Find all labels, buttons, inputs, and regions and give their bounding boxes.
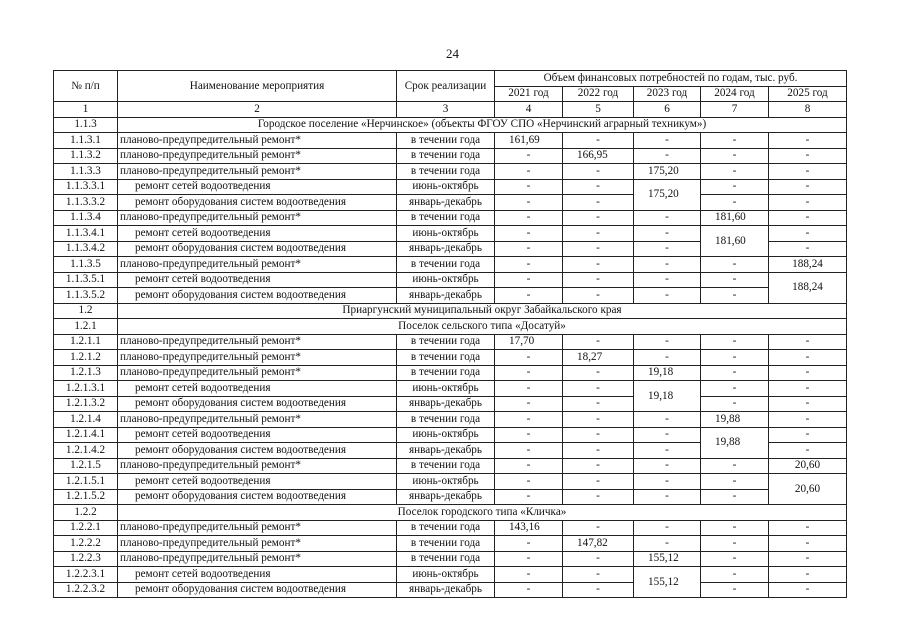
row-term: в течении года bbox=[397, 458, 495, 474]
row-name: ремонт сетей водоотведения bbox=[118, 474, 397, 490]
value-2021: - bbox=[495, 226, 563, 242]
value-2021: - bbox=[495, 148, 563, 164]
value-2021: - bbox=[495, 396, 563, 412]
financing-table bbox=[53, 70, 847, 598]
value-2021: - bbox=[495, 489, 563, 505]
row-num: 1.2.2.2 bbox=[54, 536, 118, 552]
value-2022: - bbox=[563, 272, 634, 288]
value-2025: - bbox=[769, 365, 847, 381]
table-row bbox=[54, 427, 847, 443]
row-num: 1.2.1.1 bbox=[54, 334, 118, 350]
row-name: планово-предупредительный ремонт* bbox=[118, 458, 397, 474]
row-term: январь-декабрь bbox=[397, 241, 495, 257]
section-title: Поселок городского типа «Кличка» bbox=[118, 505, 847, 521]
value-2021: 17,70 bbox=[495, 334, 563, 350]
row-term: январь-декабрь bbox=[397, 288, 495, 304]
section-row bbox=[54, 117, 847, 133]
value-2022: - bbox=[563, 396, 634, 412]
row-num: 1.1.3.3.1 bbox=[54, 179, 118, 195]
value-2022: - bbox=[563, 412, 634, 428]
row-num: 1.2.1.2 bbox=[54, 350, 118, 366]
row-num: 1.2.1.3 bbox=[54, 365, 118, 381]
row-term: в течении года bbox=[397, 412, 495, 428]
row-num: 1.1.3.5.1 bbox=[54, 272, 118, 288]
value-2024-merged: 181,60 bbox=[701, 226, 769, 257]
row-name: планово-предупредительный ремонт* bbox=[118, 520, 397, 536]
value-2024: 19,88 bbox=[701, 412, 769, 428]
value-2023: - bbox=[634, 412, 701, 428]
value-2021: - bbox=[495, 567, 563, 583]
table-row bbox=[54, 257, 847, 273]
value-2024: - bbox=[701, 489, 769, 505]
value-2025: - bbox=[769, 536, 847, 552]
year-2024: 2024 год bbox=[701, 86, 769, 102]
value-2022: - bbox=[563, 241, 634, 257]
value-2023: - bbox=[634, 427, 701, 443]
value-2024: - bbox=[701, 179, 769, 195]
value-2024: - bbox=[701, 458, 769, 474]
value-2024: - bbox=[701, 551, 769, 567]
row-term: июнь-октябрь bbox=[397, 179, 495, 195]
row-name: планово-предупредительный ремонт* bbox=[118, 334, 397, 350]
value-2022: - bbox=[563, 334, 634, 350]
value-2025: - bbox=[769, 551, 847, 567]
value-2024: - bbox=[701, 582, 769, 598]
table-row bbox=[54, 365, 847, 381]
page-number: 24 bbox=[446, 46, 459, 61]
section-num: 1.1.3 bbox=[54, 117, 118, 133]
value-2021: - bbox=[495, 365, 563, 381]
col-num: 7 bbox=[701, 102, 769, 118]
row-name: ремонт сетей водоотведения bbox=[118, 567, 397, 583]
value-2024: - bbox=[701, 272, 769, 288]
value-2024: - bbox=[701, 520, 769, 536]
value-2024: - bbox=[701, 164, 769, 180]
table-row bbox=[54, 133, 847, 149]
table-row bbox=[54, 458, 847, 474]
section-row bbox=[54, 505, 847, 521]
row-term: июнь-октябрь bbox=[397, 272, 495, 288]
row-term: январь-декабрь bbox=[397, 489, 495, 505]
value-2022: - bbox=[563, 226, 634, 242]
table-row bbox=[54, 396, 847, 412]
value-2023: - bbox=[634, 520, 701, 536]
col-num: 1 bbox=[54, 102, 118, 118]
table-row bbox=[54, 489, 847, 505]
value-2021: - bbox=[495, 582, 563, 598]
value-2025-merged: 20,60 bbox=[769, 474, 847, 505]
value-2024: - bbox=[701, 396, 769, 412]
value-2024: - bbox=[701, 567, 769, 583]
value-2021: - bbox=[495, 350, 563, 366]
value-2022: - bbox=[563, 133, 634, 149]
value-2023: - bbox=[634, 148, 701, 164]
value-2021: - bbox=[495, 412, 563, 428]
row-term: июнь-октябрь bbox=[397, 381, 495, 397]
row-term: июнь-октябрь bbox=[397, 474, 495, 490]
value-2025: - bbox=[769, 210, 847, 226]
value-2021: - bbox=[495, 381, 563, 397]
value-2025: - bbox=[769, 381, 847, 397]
value-2021: - bbox=[495, 195, 563, 211]
table-row bbox=[54, 520, 847, 536]
table-row bbox=[54, 226, 847, 242]
value-2024: - bbox=[701, 133, 769, 149]
value-2025-merged: 188,24 bbox=[769, 272, 847, 303]
table-row bbox=[54, 536, 847, 552]
row-term: январь-декабрь bbox=[397, 195, 495, 211]
row-name: планово-предупредительный ремонт* bbox=[118, 210, 397, 226]
table-row bbox=[54, 210, 847, 226]
header-name: Наименование мероприятия bbox=[118, 71, 397, 102]
row-term: в течении года bbox=[397, 133, 495, 149]
table-row bbox=[54, 474, 847, 490]
table-row bbox=[54, 551, 847, 567]
row-num: 1.1.3.4.2 bbox=[54, 241, 118, 257]
value-2023: - bbox=[634, 226, 701, 242]
value-2023: - bbox=[634, 474, 701, 490]
value-2025: 20,60 bbox=[769, 458, 847, 474]
value-2023: 155,12 bbox=[634, 551, 701, 567]
col-num: 3 bbox=[397, 102, 495, 118]
value-2025: - bbox=[769, 396, 847, 412]
value-2024: - bbox=[701, 288, 769, 304]
value-2023-merged: 155,12 bbox=[634, 567, 701, 598]
value-2025: - bbox=[769, 412, 847, 428]
value-2025: - bbox=[769, 427, 847, 443]
value-2022: - bbox=[563, 567, 634, 583]
row-term: в течении года bbox=[397, 536, 495, 552]
value-2025: - bbox=[769, 350, 847, 366]
row-term: в течении года bbox=[397, 210, 495, 226]
col-num: 4 bbox=[495, 102, 563, 118]
value-2024: - bbox=[701, 148, 769, 164]
value-2022: - bbox=[563, 365, 634, 381]
table-row bbox=[54, 381, 847, 397]
value-2025: - bbox=[769, 334, 847, 350]
row-name: планово-предупредительный ремонт* bbox=[118, 164, 397, 180]
value-2023: - bbox=[634, 489, 701, 505]
value-2021: - bbox=[495, 241, 563, 257]
row-term: июнь-октябрь bbox=[397, 226, 495, 242]
row-num: 1.2.2.3 bbox=[54, 551, 118, 567]
year-2021: 2021 год bbox=[495, 86, 563, 102]
value-2024: 181,60 bbox=[701, 210, 769, 226]
value-2021: - bbox=[495, 427, 563, 443]
value-2023: - bbox=[634, 210, 701, 226]
header-num: № п/п bbox=[54, 71, 118, 102]
row-term: в течении года bbox=[397, 164, 495, 180]
row-num: 1.2.1.4.2 bbox=[54, 443, 118, 459]
value-2025: - bbox=[769, 133, 847, 149]
row-term: в течении года bbox=[397, 520, 495, 536]
value-2021: - bbox=[495, 257, 563, 273]
table-row bbox=[54, 334, 847, 350]
value-2023: - bbox=[634, 443, 701, 459]
value-2022: - bbox=[563, 520, 634, 536]
value-2023: 19,18 bbox=[634, 365, 701, 381]
row-num: 1.1.3.4.1 bbox=[54, 226, 118, 242]
value-2025: - bbox=[769, 241, 847, 257]
value-2021: - bbox=[495, 164, 563, 180]
row-num: 1.2.2.3.2 bbox=[54, 582, 118, 598]
row-name: планово-предупредительный ремонт* bbox=[118, 148, 397, 164]
value-2022: - bbox=[563, 164, 634, 180]
col-num: 6 bbox=[634, 102, 701, 118]
value-2025: - bbox=[769, 148, 847, 164]
row-num: 1.1.3.3.2 bbox=[54, 195, 118, 211]
value-2021: 143,16 bbox=[495, 520, 563, 536]
row-name: ремонт оборудования систем водоотведения bbox=[118, 396, 397, 412]
header-term: Срок реализации bbox=[397, 71, 495, 102]
row-num: 1.1.3.4 bbox=[54, 210, 118, 226]
row-num: 1.2.1.4.1 bbox=[54, 427, 118, 443]
col-num: 2 bbox=[118, 102, 397, 118]
value-2023: - bbox=[634, 133, 701, 149]
value-2021: - bbox=[495, 536, 563, 552]
row-term: январь-декабрь bbox=[397, 443, 495, 459]
section-title: Приаргунский муниципальный округ Забайкальского края bbox=[118, 303, 847, 319]
value-2024: - bbox=[701, 474, 769, 490]
value-2022: - bbox=[563, 551, 634, 567]
table-row bbox=[54, 350, 847, 366]
row-num: 1.2.1.5.1 bbox=[54, 474, 118, 490]
row-num: 1.2.1.4 bbox=[54, 412, 118, 428]
row-term: в течении года bbox=[397, 350, 495, 366]
value-2024: - bbox=[701, 350, 769, 366]
value-2024-merged: 19,88 bbox=[701, 427, 769, 458]
value-2022: 147,82 bbox=[563, 536, 634, 552]
value-2025: - bbox=[769, 520, 847, 536]
value-2021: - bbox=[495, 272, 563, 288]
value-2024: - bbox=[701, 334, 769, 350]
header-row bbox=[54, 71, 847, 87]
value-2022: - bbox=[563, 210, 634, 226]
value-2022: - bbox=[563, 179, 634, 195]
value-2025: - bbox=[769, 179, 847, 195]
value-2023: - bbox=[634, 241, 701, 257]
value-2023-merged: 19,18 bbox=[634, 381, 701, 412]
value-2022: - bbox=[563, 381, 634, 397]
row-term: в течении года bbox=[397, 551, 495, 567]
value-2022: 166,95 bbox=[563, 148, 634, 164]
table-row bbox=[54, 288, 847, 304]
value-2022: - bbox=[563, 195, 634, 211]
value-2024: - bbox=[701, 536, 769, 552]
value-2025: - bbox=[769, 567, 847, 583]
value-2022: 18,27 bbox=[563, 350, 634, 366]
row-term: в течении года bbox=[397, 257, 495, 273]
row-num: 1.2.1.3.2 bbox=[54, 396, 118, 412]
value-2022: - bbox=[563, 427, 634, 443]
row-name: планово-предупредительный ремонт* bbox=[118, 412, 397, 428]
header-finance: Объем финансовых потребностей по годам, тыс. руб. bbox=[495, 71, 847, 87]
value-2022: - bbox=[563, 458, 634, 474]
table-row bbox=[54, 412, 847, 428]
table-row bbox=[54, 195, 847, 211]
row-name: планово-предупредительный ремонт* bbox=[118, 365, 397, 381]
column-numbers-row bbox=[54, 102, 847, 118]
section-num: 1.2.2 bbox=[54, 505, 118, 521]
value-2021: 161,69 bbox=[495, 133, 563, 149]
value-2024: - bbox=[701, 381, 769, 397]
value-2022: - bbox=[563, 489, 634, 505]
table-row bbox=[54, 179, 847, 195]
row-name: ремонт оборудования систем водоотведения bbox=[118, 195, 397, 211]
value-2023: - bbox=[634, 334, 701, 350]
row-num: 1.2.2.1 bbox=[54, 520, 118, 536]
row-name: ремонт оборудования систем водоотведения bbox=[118, 288, 397, 304]
value-2023-merged: 175,20 bbox=[634, 179, 701, 210]
value-2023: - bbox=[634, 458, 701, 474]
value-2025: - bbox=[769, 195, 847, 211]
row-name: планово-предупредительный ремонт* bbox=[118, 551, 397, 567]
row-num: 1.2.1.5 bbox=[54, 458, 118, 474]
value-2025: - bbox=[769, 582, 847, 598]
value-2021: - bbox=[495, 443, 563, 459]
row-num: 1.2.2.3.1 bbox=[54, 567, 118, 583]
value-2023: - bbox=[634, 288, 701, 304]
row-name: ремонт оборудования систем водоотведения bbox=[118, 241, 397, 257]
value-2025: - bbox=[769, 164, 847, 180]
table-row bbox=[54, 148, 847, 164]
value-2022: - bbox=[563, 257, 634, 273]
year-2022: 2022 год bbox=[563, 86, 634, 102]
value-2025: - bbox=[769, 443, 847, 459]
row-num: 1.1.3.1 bbox=[54, 133, 118, 149]
value-2023: - bbox=[634, 257, 701, 273]
row-name: ремонт сетей водоотведения bbox=[118, 272, 397, 288]
section-row bbox=[54, 319, 847, 335]
row-term: январь-декабрь bbox=[397, 582, 495, 598]
value-2025: - bbox=[769, 226, 847, 242]
value-2025: 188,24 bbox=[769, 257, 847, 273]
section-num: 1.2 bbox=[54, 303, 118, 319]
row-name: ремонт сетей водоотведения bbox=[118, 427, 397, 443]
table-row bbox=[54, 164, 847, 180]
row-name: ремонт сетей водоотведения bbox=[118, 179, 397, 195]
value-2021: - bbox=[495, 551, 563, 567]
row-term: июнь-октябрь bbox=[397, 427, 495, 443]
row-name: ремонт оборудования систем водоотведения bbox=[118, 443, 397, 459]
value-2024: - bbox=[701, 257, 769, 273]
row-term: январь-декабрь bbox=[397, 396, 495, 412]
row-name: ремонт сетей водоотведения bbox=[118, 226, 397, 242]
row-name: ремонт сетей водоотведения bbox=[118, 381, 397, 397]
value-2022: - bbox=[563, 443, 634, 459]
col-num: 8 bbox=[769, 102, 847, 118]
value-2024: - bbox=[701, 195, 769, 211]
row-num: 1.1.3.5 bbox=[54, 257, 118, 273]
year-2023: 2023 год bbox=[634, 86, 701, 102]
row-num: 1.2.1.5.2 bbox=[54, 489, 118, 505]
value-2021: - bbox=[495, 288, 563, 304]
row-name: планово-предупредительный ремонт* bbox=[118, 350, 397, 366]
row-name: планово-предупредительный ремонт* bbox=[118, 536, 397, 552]
row-name: планово-предупредительный ремонт* bbox=[118, 133, 397, 149]
row-term: в течении года bbox=[397, 365, 495, 381]
value-2023: - bbox=[634, 536, 701, 552]
table-row bbox=[54, 272, 847, 288]
table-row bbox=[54, 567, 847, 583]
row-num: 1.1.3.3 bbox=[54, 164, 118, 180]
value-2021: - bbox=[495, 474, 563, 490]
value-2022: - bbox=[563, 474, 634, 490]
section-title: Городское поселение «Нерчинское» (объекты ФГОУ СПО «Нерчинский аграрный техникум») bbox=[118, 117, 847, 133]
row-term: в течении года bbox=[397, 334, 495, 350]
row-term: июнь-октябрь bbox=[397, 567, 495, 583]
col-num: 5 bbox=[563, 102, 634, 118]
row-num: 1.1.3.5.2 bbox=[54, 288, 118, 304]
value-2022: - bbox=[563, 582, 634, 598]
value-2023: - bbox=[634, 350, 701, 366]
value-2022: - bbox=[563, 288, 634, 304]
value-2024: - bbox=[701, 365, 769, 381]
table-row bbox=[54, 582, 847, 598]
value-2023: 175,20 bbox=[634, 164, 701, 180]
value-2021: - bbox=[495, 179, 563, 195]
year-2025: 2025 год bbox=[769, 86, 847, 102]
row-term: в течении года bbox=[397, 148, 495, 164]
row-name: планово-предупредительный ремонт* bbox=[118, 257, 397, 273]
value-2021: - bbox=[495, 210, 563, 226]
row-name: ремонт оборудования систем водоотведения bbox=[118, 582, 397, 598]
section-title: Поселок сельского типа «Досатуй» bbox=[118, 319, 847, 335]
value-2021: - bbox=[495, 458, 563, 474]
section-num: 1.2.1 bbox=[54, 319, 118, 335]
section-row bbox=[54, 303, 847, 319]
row-num: 1.1.3.2 bbox=[54, 148, 118, 164]
row-name: ремонт оборудования систем водоотведения bbox=[118, 489, 397, 505]
value-2023: - bbox=[634, 272, 701, 288]
row-num: 1.2.1.3.1 bbox=[54, 381, 118, 397]
